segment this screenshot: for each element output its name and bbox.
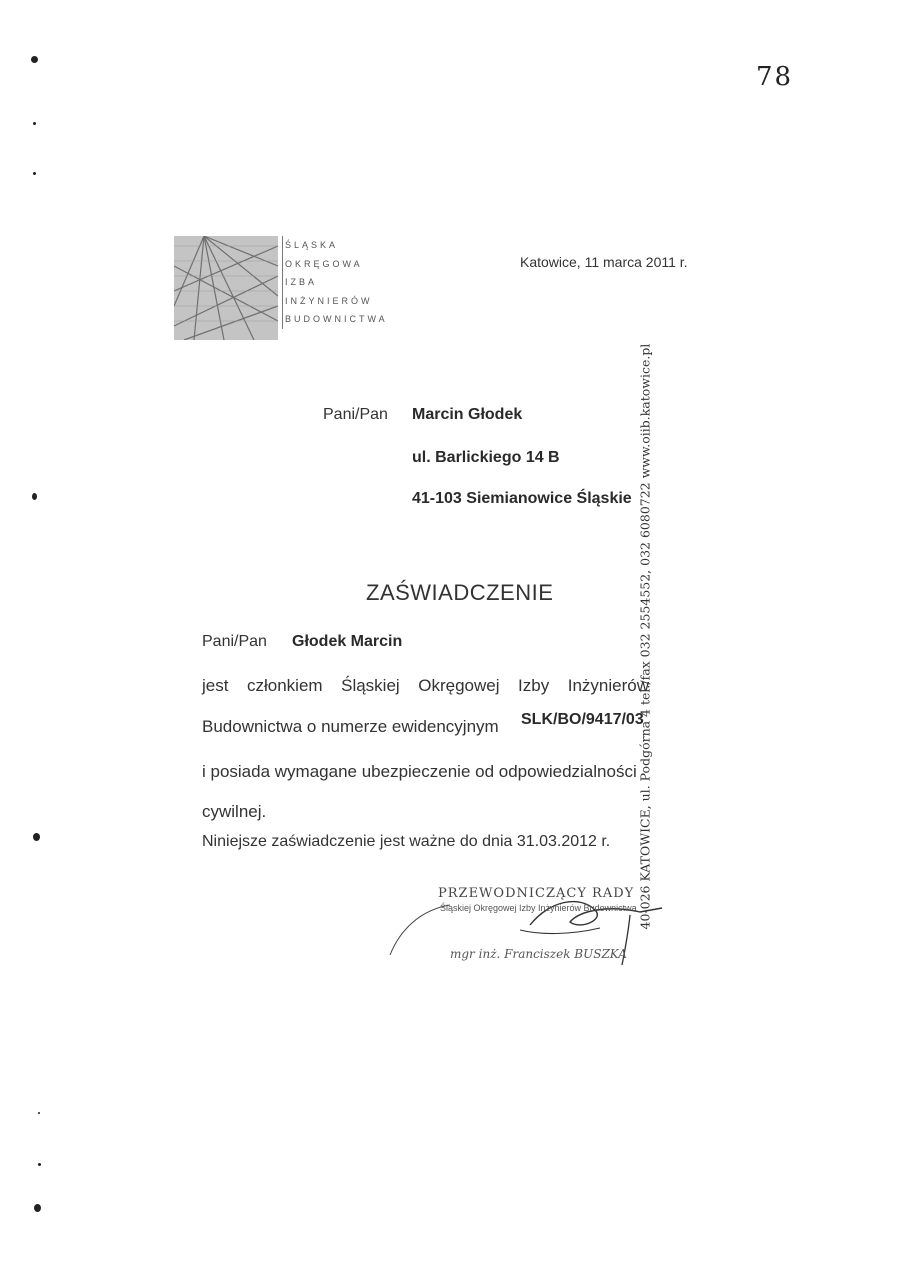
scan-speck xyxy=(33,172,36,175)
body-name: Głodek Marcin xyxy=(292,633,403,650)
place-date: Katowice, 11 marca 2011 r. xyxy=(520,254,688,270)
scan-speck xyxy=(33,122,36,125)
body-line-1: jest członkiem Śląskiej Okręgowej Izby Inżynierów xyxy=(202,676,649,695)
body-line-4: cywilnej. xyxy=(202,802,267,821)
logo-line: OKRĘGOWA xyxy=(282,255,392,274)
chamber-logo-icon xyxy=(174,236,278,340)
body-line-3: i posiada wymagane ubezpieczenie od odpowiedzialności xyxy=(202,762,637,781)
recipient-city: 41-103 Siemianowice Śląskie xyxy=(412,490,632,507)
body-line-2: Budownictwa o numerze ewidencyjnym xyxy=(202,717,499,736)
logo-line: IZBA xyxy=(282,273,392,292)
recipient-name: Marcin Głodek xyxy=(412,406,523,423)
side-address: 40-026 KATOWICE, ul. Podgórna 4 tel./fax 032 2554552, 032 6080722 www.oiib.katowice.pl xyxy=(637,343,653,930)
stamp-signer: mgr inż. Franciszek BUSZKA xyxy=(450,947,627,961)
logo-text xyxy=(282,236,392,329)
page-number: 78 xyxy=(756,62,794,92)
scan-speck xyxy=(38,1112,40,1114)
scan-speck xyxy=(34,1204,41,1212)
scan-speck xyxy=(32,493,37,500)
logo-line: ŚLĄSKA xyxy=(282,236,392,255)
stamp-organization: Śląskiej Okręgowej Izby Inżynierów Budownictwa xyxy=(440,903,637,913)
scan-speck xyxy=(31,56,38,63)
body-label: Pani/Pan xyxy=(202,633,267,650)
document-title: ZAŚWIADCZENIE xyxy=(366,580,554,605)
validity-statement: Niniejsze zaświadczenie jest ważne do dnia 31.03.2012 r. xyxy=(202,833,611,850)
recipient-label: Pani/Pan xyxy=(323,406,388,423)
scan-speck xyxy=(38,1163,41,1166)
registration-number: SLK/BO/9417/03 xyxy=(521,711,644,728)
logo-line: INŻYNIERÓW xyxy=(282,292,392,311)
recipient-street: ul. Barlickiego 14 B xyxy=(412,449,560,466)
logo-line: BUDOWNICTWA xyxy=(282,310,392,329)
scan-speck xyxy=(33,833,40,841)
stamp-title: PRZEWODNICZĄCY RADY xyxy=(438,886,635,901)
